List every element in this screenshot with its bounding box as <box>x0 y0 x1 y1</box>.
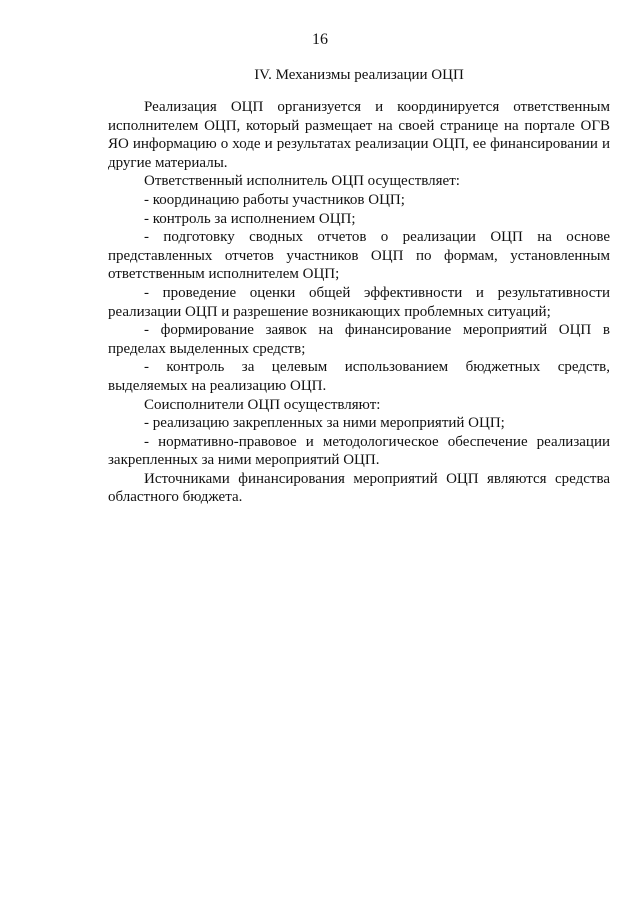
list-item: - формирование заявок на финансирование мероприятий ОЦП в пределах выделенных средств; <box>108 322 610 357</box>
paragraph-responsible-executor: Ответственный исполнитель ОЦП осуществляет: <box>144 173 460 190</box>
list-item: - реализацию закрепленных за ними мероприятий ОЦП; <box>144 415 505 432</box>
section-title: IV. Механизмы реализации ОЦП <box>254 67 464 83</box>
list-item: - проведение оценки общей эффективности и результативности реализации ОЦП и разрешение возникающих проблемных ситуаций; <box>108 284 610 320</box>
list-item: - контроль за исполнением ОЦП; <box>144 210 356 227</box>
paragraph-co-executors: Соисполнители ОЦП осуществляют: <box>144 396 381 413</box>
paragraph-funding-sources: Источниками финансирования мероприятий ОЦП являются средства областного бюджета. <box>108 470 610 506</box>
page-number: 16 <box>312 31 328 48</box>
list-item: - координацию работы участников ОЦП; <box>144 191 405 208</box>
paragraph-intro: Реализация ОЦП организуется и координируется ответственным исполнителем ОЦП, который размещает на своей странице на портале ОГВ ЯО информацию о ходе и результатах реализации ОЦП, ее финансировании и другие материалы. <box>108 99 610 171</box>
list-item: - контроль за целевым использованием бюджетных средств, выделяемых на реализацию ОЦП. <box>108 359 610 394</box>
list-item: - нормативно-правовое и методологическое обеспечение реализации закрепленных за ними мероприятий ОЦП. <box>108 433 610 469</box>
document-body <box>108 98 610 507</box>
list-item: - подготовку сводных отчетов о реализации ОЦП на основе представленных отчетов участников ОЦП по формам, установленным ответственным исполнителем ОЦП; <box>108 229 610 283</box>
